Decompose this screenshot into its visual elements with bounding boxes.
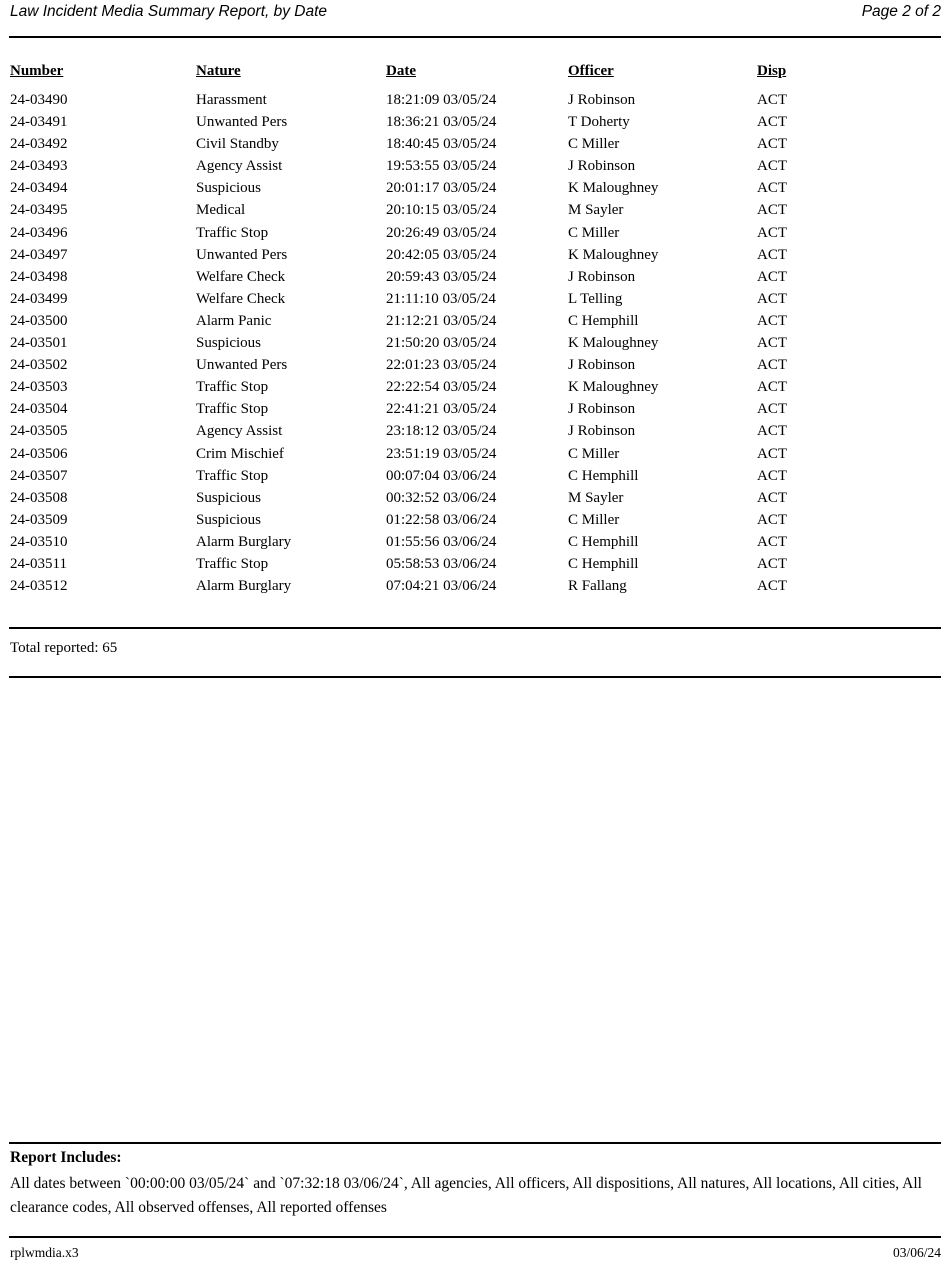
table-cell: ACT <box>757 268 787 285</box>
table-row <box>10 111 941 133</box>
table-row <box>10 177 941 199</box>
table-cell: 24-03509 <box>10 511 68 528</box>
divider-total-bottom <box>9 676 941 678</box>
table-cell: C Hemphill <box>568 467 639 484</box>
table-cell: Civil Standby <box>196 136 279 153</box>
table-cell: ACT <box>757 423 787 440</box>
table-cell: ACT <box>757 290 787 307</box>
table-cell: 18:40:45 03/05/24 <box>386 136 497 153</box>
table-cell: ACT <box>757 246 787 263</box>
table-row <box>10 487 941 509</box>
report-includes-text: All dates between `00:00:00 03/05/24` and `07:32:18 03/06/24`, All agencies, All officers, All dispositions, All natures, All locations, All cities, All clearance codes, All observed offenses, All reported offenses <box>10 1175 922 1216</box>
total-reported-label: Total reported: 65 <box>10 640 118 656</box>
table-cell: 24-03503 <box>10 379 68 396</box>
table-row <box>10 199 941 221</box>
table-cell: 20:01:17 03/05/24 <box>386 180 497 197</box>
table-cell: C Hemphill <box>568 312 639 329</box>
table-cell: Alarm Burglary <box>196 578 292 595</box>
table-cell: 20:59:43 03/05/24 <box>386 268 497 285</box>
table-cell: 21:50:20 03/05/24 <box>386 335 497 352</box>
table-cell: C Miller <box>568 136 620 153</box>
table-cell: 01:55:56 03/06/24 <box>386 533 497 550</box>
table-cell: Suspicious <box>196 180 262 197</box>
column-header: Disp <box>757 63 787 79</box>
divider-footer-bottom <box>9 1236 941 1238</box>
table-cell: ACT <box>757 357 787 374</box>
table-cell: ACT <box>757 335 787 352</box>
table-cell: 05:58:53 03/06/24 <box>386 555 497 572</box>
table-cell: J Robinson <box>568 92 636 108</box>
table-cell: ACT <box>757 578 787 595</box>
table-cell: 24-03504 <box>10 401 68 418</box>
table-cell: ACT <box>757 202 787 219</box>
table-cell: ACT <box>757 312 787 329</box>
report-includes-heading: Report Includes: <box>10 1149 122 1166</box>
table-row <box>10 133 941 155</box>
table-cell: 24-03499 <box>10 290 68 307</box>
incident-table <box>10 63 941 597</box>
table-cell: K Maloughney <box>568 246 659 263</box>
table-cell: 24-03496 <box>10 224 68 241</box>
table-cell: ACT <box>757 511 787 528</box>
table-cell: C Hemphill <box>568 555 639 572</box>
table-cell: Traffic Stop <box>196 401 269 418</box>
table-cell: Alarm Burglary <box>196 533 292 550</box>
table-cell: J Robinson <box>568 268 636 285</box>
page-number-label: Page 2 of 2 <box>861 3 941 20</box>
table-row <box>10 509 941 531</box>
table-cell: 22:01:23 03/05/24 <box>386 357 497 374</box>
table-cell: 20:26:49 03/05/24 <box>386 224 497 241</box>
table-cell: 24-03490 <box>10 92 68 108</box>
table-row <box>10 310 941 332</box>
table-cell: 24-03493 <box>10 158 68 175</box>
table-row <box>10 222 941 244</box>
table-cell: C Hemphill <box>568 533 639 550</box>
table-cell: ACT <box>757 489 787 506</box>
table-cell: Welfare Check <box>196 290 286 307</box>
table-cell: Unwanted Pers <box>196 114 288 131</box>
table-cell: Agency Assist <box>196 158 283 175</box>
table-cell: 20:10:15 03/05/24 <box>386 202 497 219</box>
table-row <box>10 332 941 354</box>
table-cell: 00:32:52 03/06/24 <box>386 489 497 506</box>
divider-top <box>9 36 941 38</box>
table-cell: C Miller <box>568 224 620 241</box>
table-cell: 24-03501 <box>10 335 68 352</box>
table-cell: J Robinson <box>568 158 636 175</box>
report-title: Law Incident Media Summary Report, by Date <box>10 3 328 20</box>
table-cell: Traffic Stop <box>196 467 269 484</box>
table-cell: 24-03507 <box>10 467 68 484</box>
footer-row <box>10 1245 941 1261</box>
table-cell: Welfare Check <box>196 268 286 285</box>
table-cell: 24-03508 <box>10 489 68 506</box>
table-cell: 18:36:21 03/05/24 <box>386 114 497 131</box>
table-cell: Traffic Stop <box>196 555 269 572</box>
table-cell: 24-03500 <box>10 312 68 329</box>
table-cell: ACT <box>757 158 787 175</box>
table-cell: 24-03494 <box>10 180 68 197</box>
table-cell: ACT <box>757 180 787 197</box>
table-cell: 24-03498 <box>10 268 68 285</box>
table-cell: 23:51:19 03/05/24 <box>386 445 497 462</box>
footer-report-id: rplwmdia.x3 <box>10 1245 79 1260</box>
table-row <box>10 553 941 575</box>
table-cell: ACT <box>757 533 787 550</box>
table-cell: ACT <box>757 445 787 462</box>
table-body <box>10 89 941 597</box>
table-cell: ACT <box>757 114 787 131</box>
divider-footer-top <box>9 1142 941 1144</box>
table-cell: 24-03502 <box>10 357 68 374</box>
table-row <box>10 354 941 376</box>
table-cell: Unwanted Pers <box>196 246 288 263</box>
column-header: Number <box>10 63 64 79</box>
footer-date: 03/06/24 <box>892 1245 941 1260</box>
table-cell: Crim Mischief <box>196 445 284 462</box>
column-header: Officer <box>568 63 614 79</box>
table-cell: Suspicious <box>196 335 262 352</box>
table-cell: K Maloughney <box>568 335 659 352</box>
table-cell: 21:11:10 03/05/24 <box>386 290 496 307</box>
table-cell: Traffic Stop <box>196 224 269 241</box>
table-row <box>10 420 941 442</box>
table-cell: M Sayler <box>568 202 624 219</box>
table-cell: Suspicious <box>196 489 262 506</box>
table-cell: ACT <box>757 224 787 241</box>
table-cell: Medical <box>196 202 246 219</box>
table-cell: 24-03497 <box>10 246 68 263</box>
table-cell: ACT <box>757 136 787 153</box>
table-cell: K Maloughney <box>568 180 659 197</box>
table-cell: Agency Assist <box>196 423 283 440</box>
column-header: Date <box>386 63 416 79</box>
table-cell: 24-03510 <box>10 533 68 550</box>
table-cell: 07:04:21 03/06/24 <box>386 578 497 595</box>
table-row <box>10 531 941 553</box>
table-row <box>10 575 941 597</box>
table-cell: 22:41:21 03/05/24 <box>386 401 497 418</box>
table-cell: ACT <box>757 92 787 108</box>
table-cell: 24-03495 <box>10 202 68 219</box>
table-cell: L Telling <box>568 290 623 307</box>
table-cell: J Robinson <box>568 357 636 374</box>
table-cell: 01:22:58 03/06/24 <box>386 511 497 528</box>
table-cell: 22:22:54 03/05/24 <box>386 379 497 396</box>
table-cell: 24-03491 <box>10 114 68 131</box>
table-cell: T Doherty <box>568 114 630 131</box>
table-row <box>10 266 941 288</box>
table-cell: ACT <box>757 555 787 572</box>
table-cell: 20:42:05 03/05/24 <box>386 246 497 263</box>
table-cell: 24-03506 <box>10 445 68 462</box>
table-cell: M Sayler <box>568 489 624 506</box>
table-header-row <box>10 63 941 89</box>
table-cell: C Miller <box>568 445 620 462</box>
table-cell: 18:21:09 03/05/24 <box>386 92 497 108</box>
table-cell: ACT <box>757 379 787 396</box>
column-header: Nature <box>196 63 241 79</box>
table-row <box>10 89 941 111</box>
table-cell: 24-03511 <box>10 555 67 572</box>
table-cell: ACT <box>757 467 787 484</box>
table-row <box>10 443 941 465</box>
table-cell: 00:07:04 03/06/24 <box>386 467 497 484</box>
table-cell: J Robinson <box>568 401 636 418</box>
table-cell: Unwanted Pers <box>196 357 288 374</box>
table-cell: 19:53:55 03/05/24 <box>386 158 497 175</box>
table-cell: ACT <box>757 401 787 418</box>
table-cell: Harassment <box>196 92 267 108</box>
table-cell: C Miller <box>568 511 620 528</box>
table-cell: J Robinson <box>568 423 636 440</box>
table-cell: 23:18:12 03/05/24 <box>386 423 497 440</box>
table-cell: Traffic Stop <box>196 379 269 396</box>
table-cell: K Maloughney <box>568 379 659 396</box>
table-row <box>10 288 941 310</box>
table-cell: Alarm Panic <box>196 312 272 329</box>
table-cell: 24-03492 <box>10 136 68 153</box>
table-cell: Suspicious <box>196 511 262 528</box>
table-row <box>10 155 941 177</box>
table-row <box>10 465 941 487</box>
table-cell: 21:12:21 03/05/24 <box>386 312 497 329</box>
divider-total-top <box>9 627 941 629</box>
table-cell: 24-03512 <box>10 578 68 595</box>
table-row <box>10 398 941 420</box>
table-row <box>10 244 941 266</box>
table-row <box>10 376 941 398</box>
table-cell: R Fallang <box>568 578 627 595</box>
table-cell: 24-03505 <box>10 423 68 440</box>
